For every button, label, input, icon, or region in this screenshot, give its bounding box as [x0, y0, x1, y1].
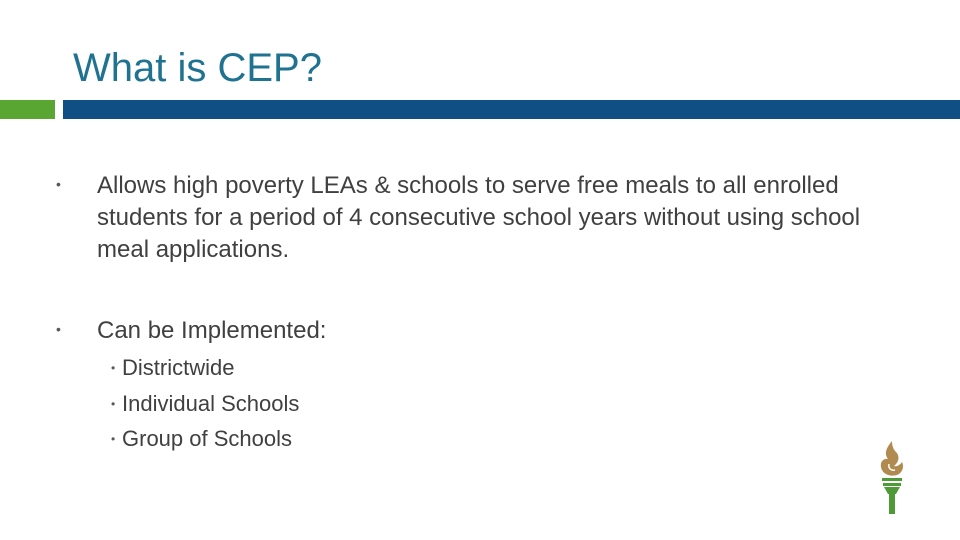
torch-bowl	[884, 487, 900, 494]
slide-title: What is CEP?	[73, 46, 322, 90]
torch-handle	[889, 494, 895, 514]
bullet-item	[56, 315, 876, 349]
sub-bullet-item	[111, 425, 511, 455]
sub-bullet-marker: •	[111, 397, 116, 411]
torch-cup	[882, 478, 902, 481]
sub-bullet-text: Group of Schools	[122, 426, 292, 451]
sub-bullet-item	[111, 354, 511, 384]
bullet-text: Can be Implemented:	[97, 317, 327, 344]
bullet-item	[56, 170, 876, 270]
sub-bullet-marker: •	[111, 361, 116, 375]
sub-bullet-text: Individual Schools	[122, 391, 300, 416]
sub-bullet-text: Districtwide	[122, 355, 235, 380]
bullet-marker: •	[56, 176, 61, 192]
sub-bullet-marker: •	[111, 432, 116, 446]
torch-logo-icon	[872, 438, 912, 518]
bullet-text: Allows high poverty LEAs & schools to serve free meals to all enrolled students for a period of 4 consecutive school years without using school meal applications.	[97, 172, 861, 263]
bullet-marker: •	[56, 321, 61, 337]
torch-logo-svg	[872, 438, 912, 518]
sub-bullet-item	[111, 390, 511, 420]
